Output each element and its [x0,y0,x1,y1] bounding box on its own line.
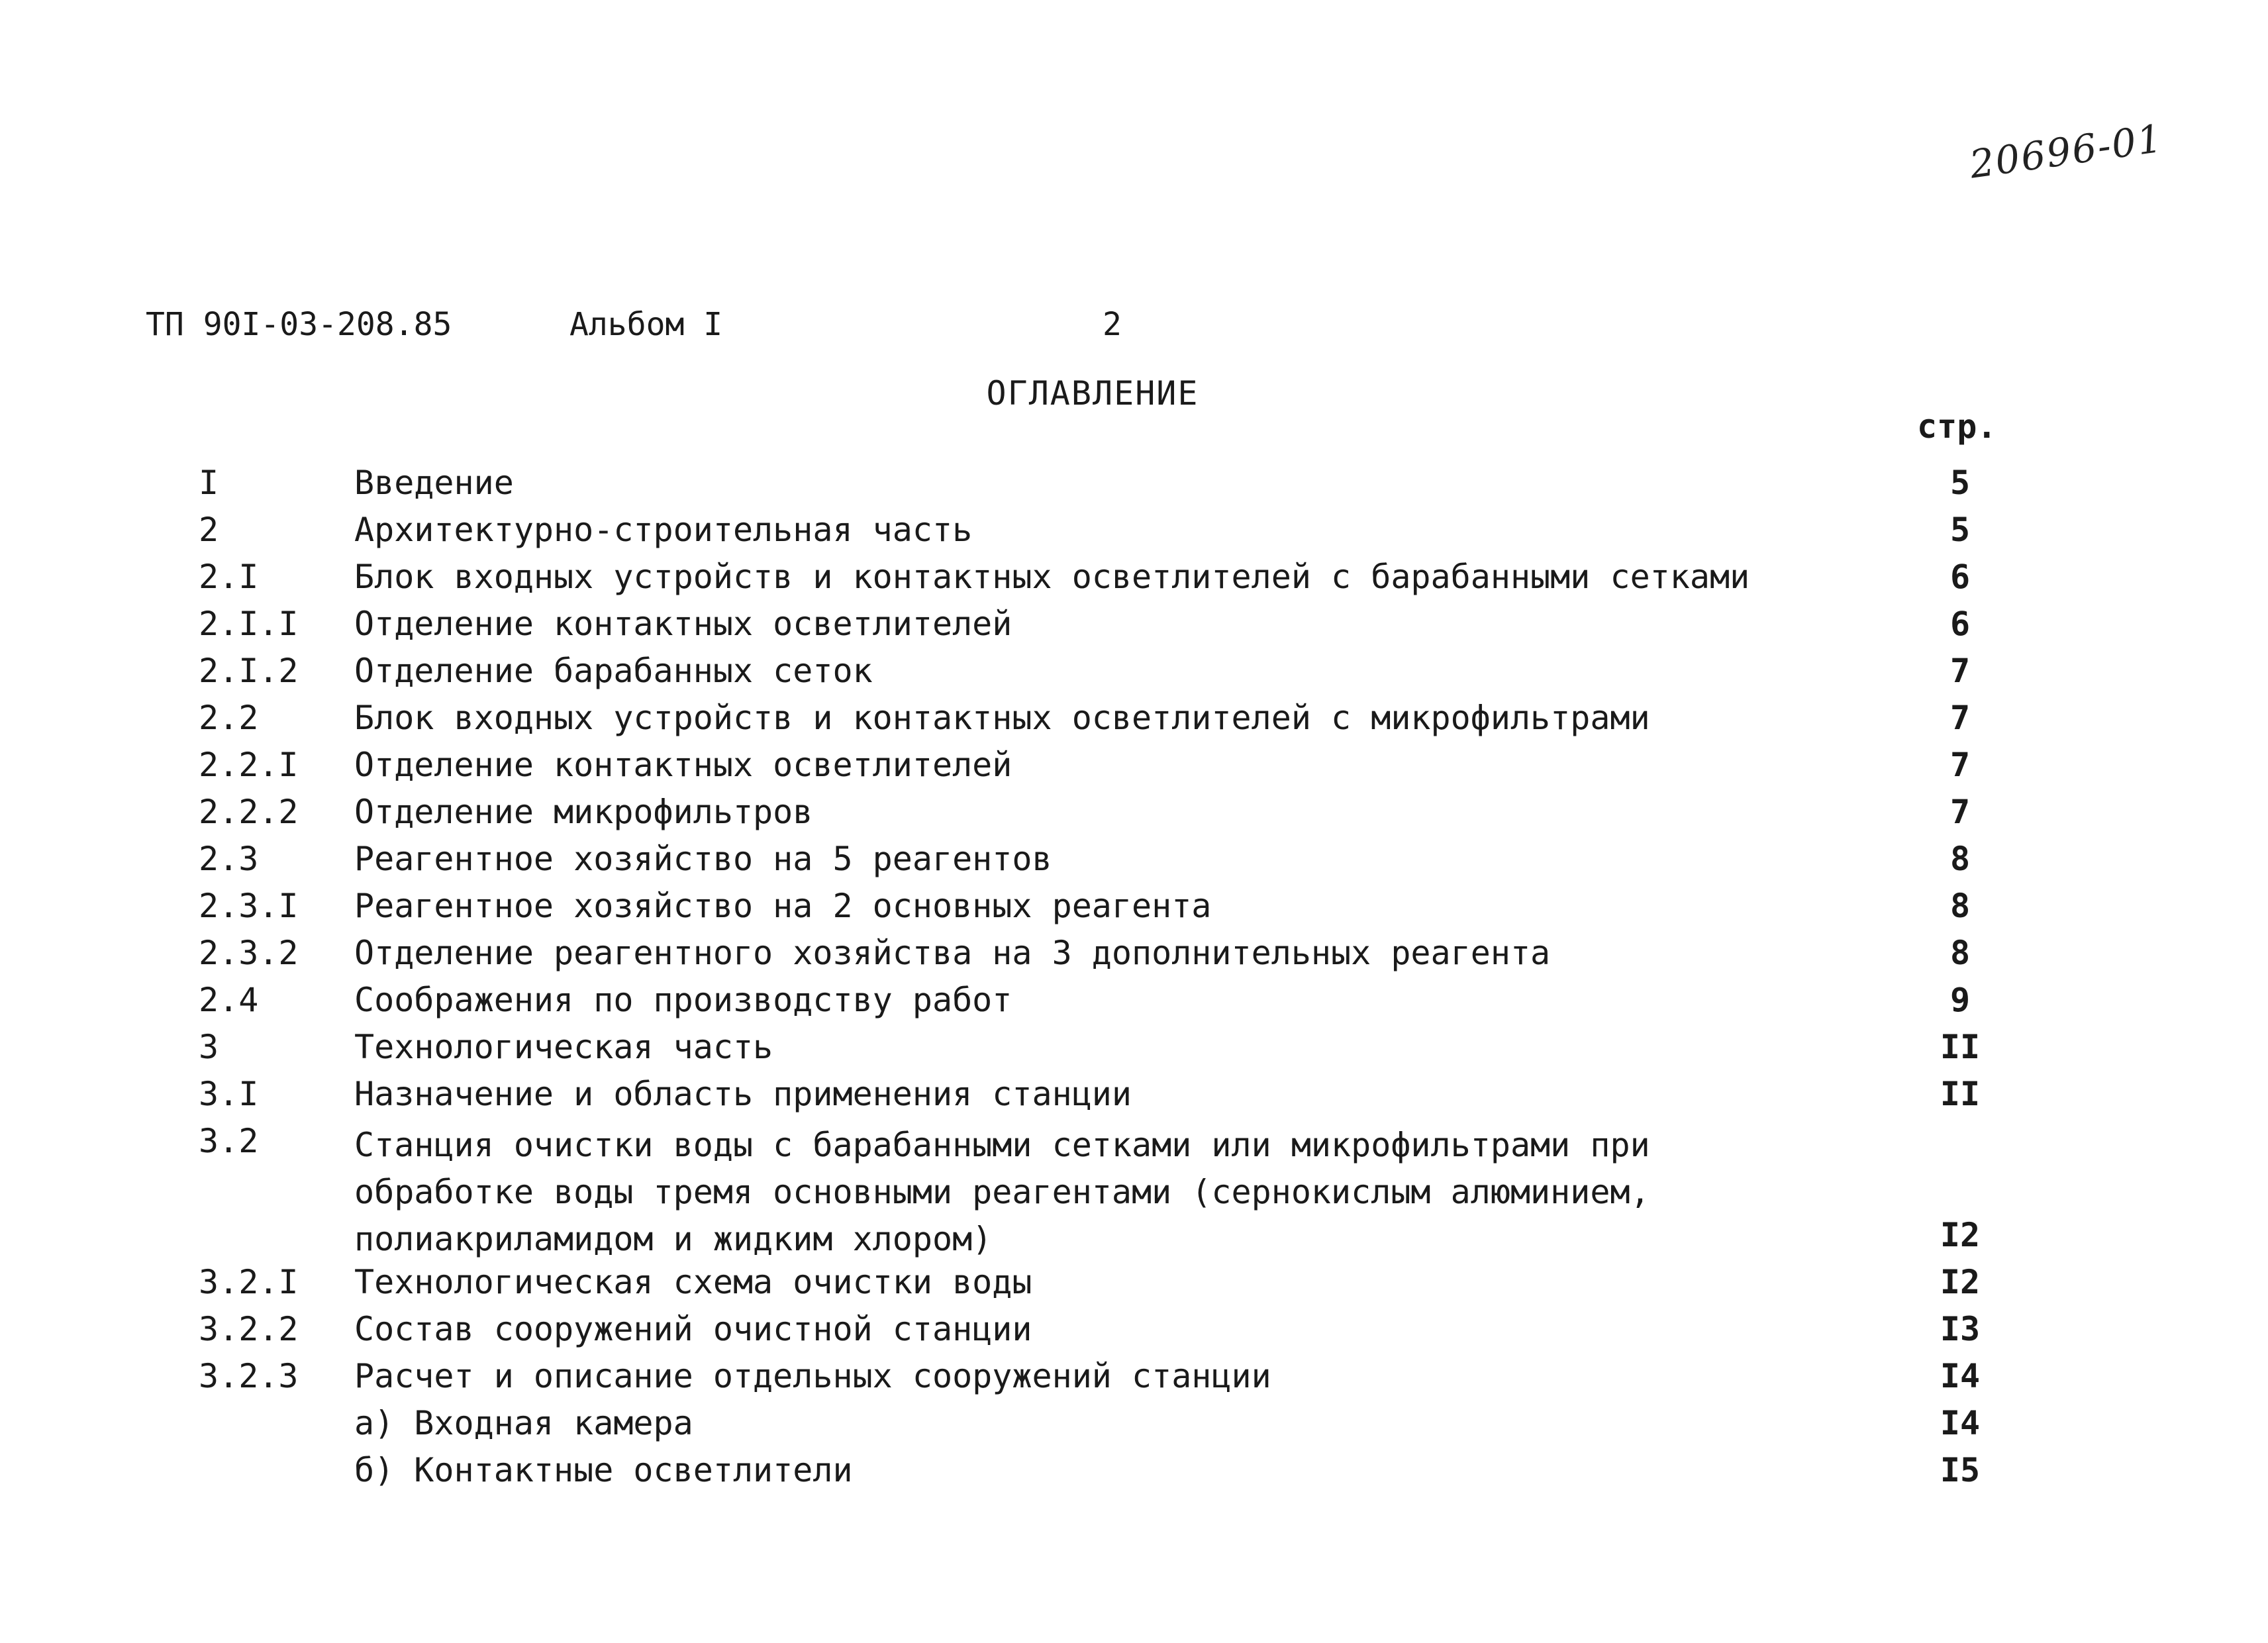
toc-entry-title: Введение [354,464,514,502]
toc-entry [0,1357,2268,1404]
toc-entry [0,746,2268,793]
toc-entry-title: Архитектурно-строительная часть [354,511,973,549]
toc-entry [0,1122,2268,1263]
toc-entry-page: I4 [1940,1404,1981,1442]
toc-title: ОГЛАВЛЕНИЕ [986,374,1199,413]
toc-entry-title: Станция очистки воды с барабанными сетками или микрофильтрами при обработке воды тремя основными реагентами (сернокислым алюминием, полиакриламидом и жидким хлором) [354,1126,1650,1258]
toc-entry-title: Расчет и описание отдельных сооружений станции [354,1357,1271,1395]
toc-entry-page: I5 [1940,1451,1981,1489]
toc-entry-number: 3.2.I [199,1263,299,1301]
toc-entry [0,652,2268,699]
toc-entry-page: I2 [1940,1216,1981,1254]
toc-entry-title: Технологическая часть [354,1028,773,1066]
toc-entry-number: I [199,464,219,502]
toc-entry-number: 3 [199,1028,219,1066]
toc-entry-number: 2.3.I [199,887,299,925]
toc-entry-page: 7 [1949,699,1971,737]
toc-entry-title: Блок входных устройств и контактных осветлителей с барабанными сетками [354,558,1750,596]
toc-entry [0,934,2268,981]
toc-entry [0,981,2268,1028]
toc-entry-title: Технологическая схема очистки воды [354,1263,1032,1301]
toc-entry-number: 3.2 [199,1122,259,1160]
toc-entry-title: Блок входных устройств и контактных осветлителей с микрофильтрами [354,699,1650,737]
toc-entry [0,699,2268,746]
toc-entry [0,605,2268,652]
toc-entry-page: I3 [1940,1310,1981,1348]
toc-entry [0,1451,2268,1498]
toc-entry [0,887,2268,934]
toc-entry [0,1075,2268,1122]
toc-entry-page: I4 [1940,1357,1981,1395]
toc-entry-number: 2.2.2 [199,793,299,831]
toc-entry-page: II [1940,1075,1981,1113]
toc-entry [0,1263,2268,1310]
table-of-contents [0,464,2268,1498]
toc-entry [0,558,2268,605]
toc-entry [0,1310,2268,1357]
toc-entry-title: Соображения по производству работ [354,981,1012,1019]
toc-entry [0,840,2268,887]
toc-entry-page: I2 [1940,1263,1981,1301]
toc-entry-title: Назначение и область применения станции [354,1075,1132,1113]
toc-entry-title: Отделение контактных осветлителей [354,746,1012,784]
toc-entry-number: 3.2.2 [199,1310,299,1348]
toc-entry-number: 2.2.I [199,746,299,784]
toc-entry-title: Реагентное хозяйство на 5 реагентов [354,840,1052,878]
toc-entry-number: 2.2 [199,699,259,737]
toc-entry-number: 2.I [199,558,259,596]
toc-entry-page: 7 [1949,652,1971,690]
toc-entry-page: 7 [1949,793,1971,831]
toc-entry-title: Отделение микрофильтров [354,793,813,831]
toc-entry-title: а) Входная камера [354,1404,693,1442]
toc-entry-page: 5 [1949,464,1971,502]
toc-entry [0,511,2268,558]
toc-entry-number: 2.4 [199,981,259,1019]
toc-entry-page: 5 [1949,511,1971,549]
toc-entry-title: б) Контактные осветлители [354,1451,853,1489]
toc-entry-title: Состав сооружений очистной станции [354,1310,1032,1348]
page-column-label: стр. [1917,407,1997,446]
toc-entry-page: 8 [1949,887,1971,925]
toc-entry-page: 9 [1949,981,1971,1019]
toc-entry-page: 8 [1949,934,1971,972]
toc-entry-page: 6 [1949,558,1971,596]
toc-entry [0,793,2268,840]
toc-entry-page: 7 [1949,746,1971,784]
toc-entry-number: 3.2.3 [199,1357,299,1395]
album-label: Альбом I [569,306,723,343]
toc-entry-title: Реагентное хозяйство на 2 основных реагента [354,887,1212,925]
toc-entry-page: 8 [1949,840,1971,878]
toc-entry [0,464,2268,511]
toc-entry [0,1404,2268,1451]
document-stamp: 20696-01 [1967,115,2166,187]
toc-entry-number: 2 [199,511,219,549]
toc-entry-title: Отделение реагентного хозяйства на 3 дополнительных реагента [354,934,1551,972]
toc-entry-number: 2.3 [199,840,259,878]
toc-entry [0,1028,2268,1075]
toc-entry-number: 2.3.2 [199,934,299,972]
document-code: ТП 90I-03-208.85 [146,306,452,343]
toc-entry-title: Отделение барабанных сеток [354,652,873,690]
toc-entry-page: II [1940,1028,1981,1066]
toc-entry-number: 2.I.2 [199,652,299,690]
toc-entry-title: Отделение контактных осветлителей [354,605,1012,643]
toc-entry-number: 2.I.I [199,605,299,643]
toc-entry-number: 3.I [199,1075,259,1113]
page-number: 2 [1103,306,1122,343]
toc-entry-page: 6 [1949,605,1971,643]
